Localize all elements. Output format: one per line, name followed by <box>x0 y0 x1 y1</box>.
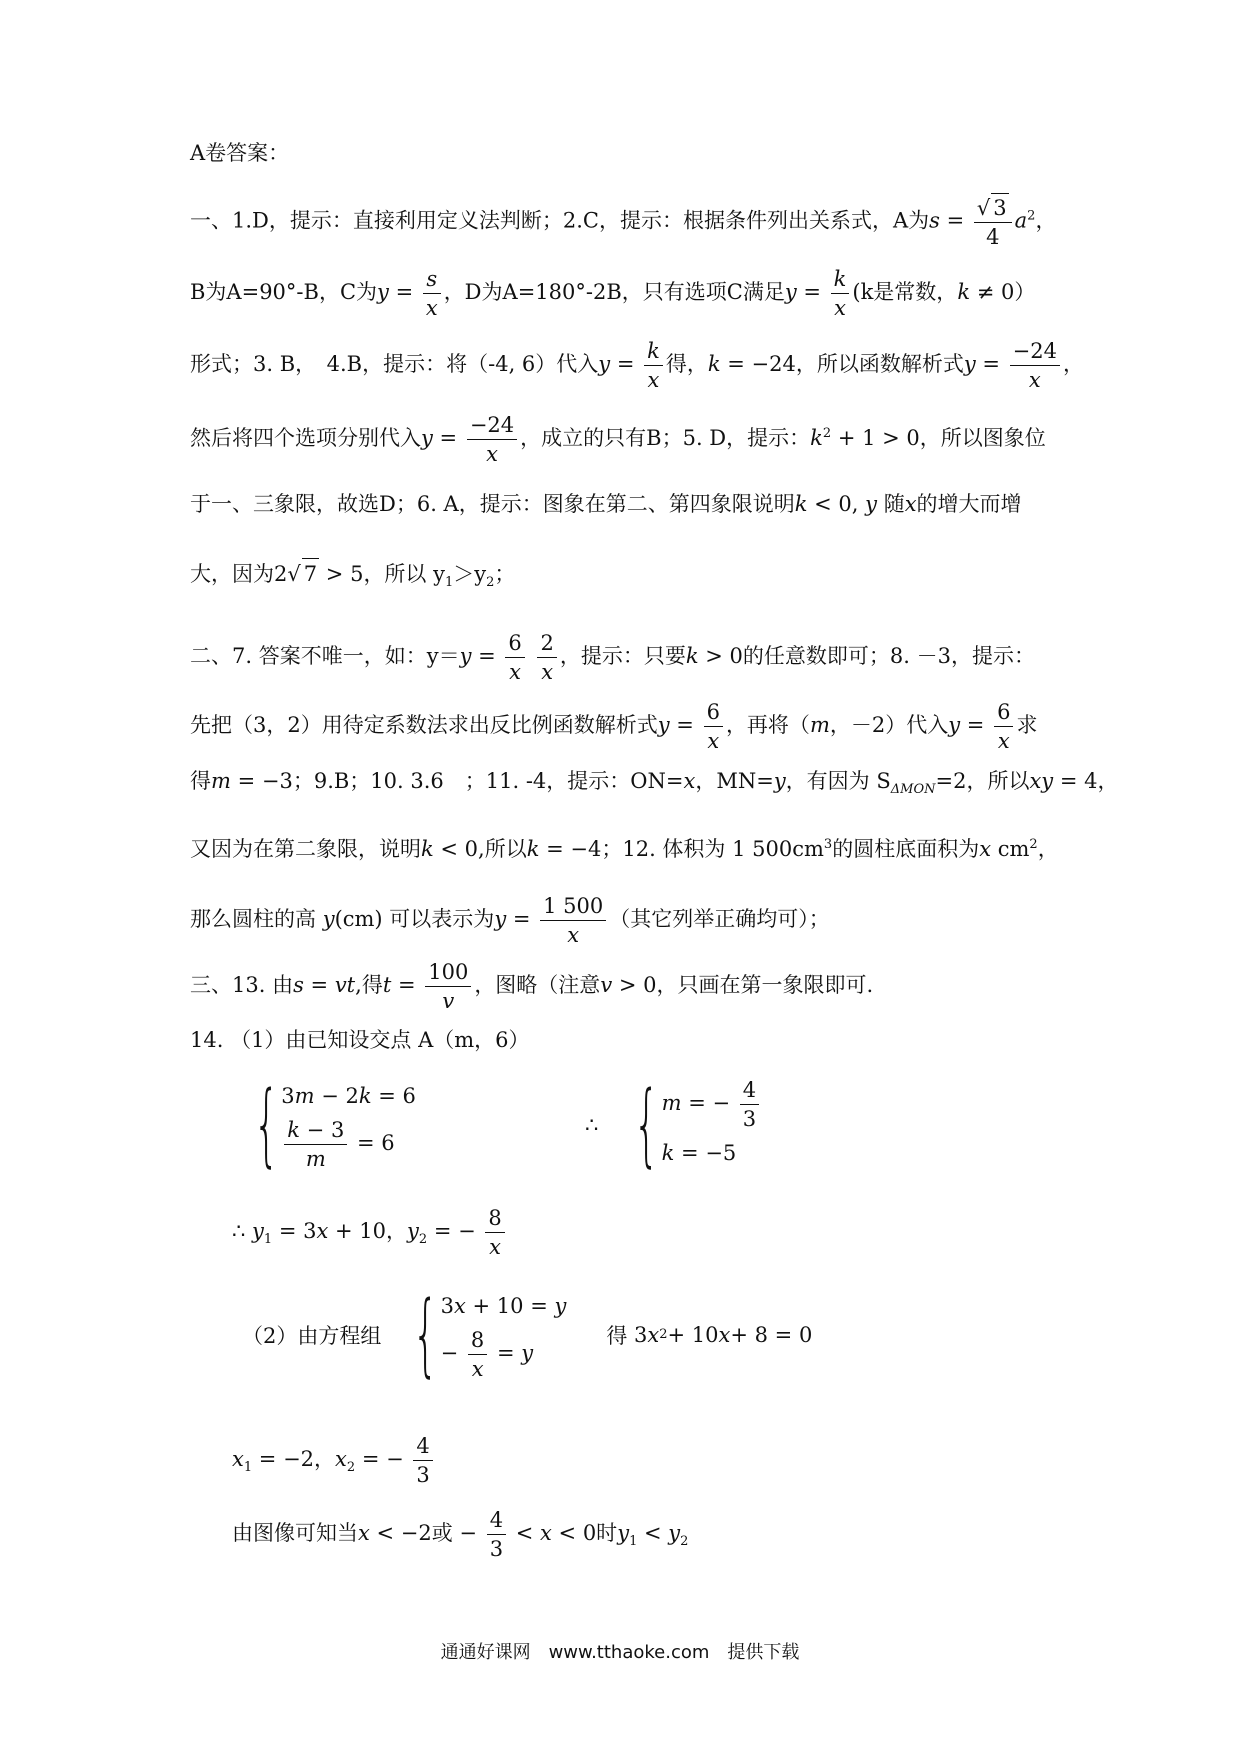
section1-line3: 形式；3. B， 4.B，提示：将（-4, 6）代入y = $\frac{k}{x}$ 得，k = −24，所以函数解析式y = $\frac{-24}{x}$ ， <box>190 339 1084 392</box>
footer: 通通好课网 www.tthaoke.com 提供下载 <box>440 1642 800 1663</box>
section1-line4: 然后将四个选项分别代入y = $\frac{-24}{x}$ ，成立的只有B；5. D，提示：$k^2 + 1 > 0$，所以图象位 <box>190 413 1046 466</box>
solution-system-1: ∴ { m = − $\frac{4}{3}$ k = −5 <box>585 1076 762 1173</box>
function-expressions: ∴ $y_1 = 3x + 10$，$y_2$ = − $\frac{8}{x}$ <box>232 1204 508 1261</box>
equation-system-2: （2）由方程组 { 3x + 10 = y − $\frac{8}{x}$ = y 得 3 x 2 + 10 x + 8 = 0 <box>242 1281 813 1387</box>
conclusion: 由图像可知当x < −2或 − $\frac{4}{3}$ < x < 0时$y_1 < y_2$ <box>232 1508 689 1561</box>
equation-system-1: { 3m − 2k = 6 $\frac{k - 3}{m}$ = 6 <box>253 1071 416 1177</box>
section1-line6: 大，因为2√ 7 > 5，所以 $y_1>y_2$； <box>190 558 515 598</box>
section2-line7: 二、7. 答案不唯一，如：y＝y = $\frac{6}{x}$ $\frac{2}{x}$ ，提示：只要k > 0的任意数即可；8. －3，提示： <box>190 631 1035 684</box>
section1-line1: 一、1.D，提示：直接利用定义法判断；2.C，提示：根据条件列出关系式，A为s = $\frac{√ 3}{4}$ $a^2$， <box>190 193 1056 251</box>
title: A卷答案： <box>190 141 290 165</box>
section2-line9: 得m = −3；9.B；10. 3.6 ；11. -4，提示：ON=x，MN=y，有因为 $S_{\Delta MON}=2$，所以xy = 4， <box>190 769 1119 798</box>
section2-line10: 又因为在第二象限，说明k < 0,所以k = −4；12. 体积为 1 $500cm^3$的圆柱底面积为x $cm^2$， <box>190 837 1059 861</box>
roots: $x_1 = -2$，$x_2$ = − $\frac{4}{3}$ <box>232 1432 436 1489</box>
section1-line5: 于一、三象限，故选D；6. A，提示：图象在第二、第四象限说明k < 0, y 随x的增大而增 <box>190 492 1022 516</box>
section2-line11: 那么圆柱的高 y(cm) 可以表示为y = $\frac{1 500}{x}$ （其它列举正确均可）； <box>190 894 830 947</box>
section2-line8: 先把（3，2）用待定系数法求出反比例函数解析式y = $\frac{6}{x}$ ，再将（m，－2）代入y = $\frac{6}{x}$ 求 <box>190 700 1038 753</box>
section1-line2: B为A=90°-B，C为y = $\frac{s}{x}$ ，D为A=180°-2B，只有选项C满足y = $\frac{k}{x}$ (k是常数，k ≠ 0） <box>190 267 1036 320</box>
section3-line12: 三、13. 由s = vt,得t = $\frac{100}{v}$ ，图略（注意v > 0，只画在第一象限即可. <box>190 960 874 1013</box>
section3-line13: 14. （1）由已知设交点 A（m，6） <box>190 1028 530 1052</box>
